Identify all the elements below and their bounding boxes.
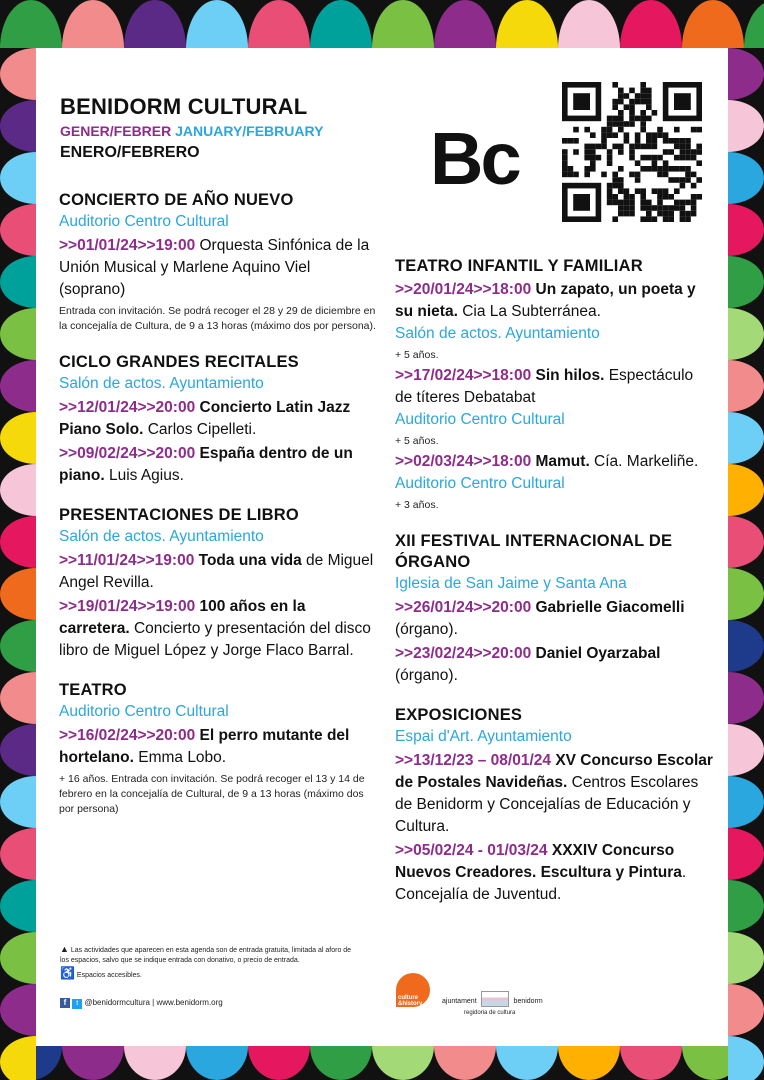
event-section	[395, 705, 713, 906]
event-item	[59, 596, 379, 662]
event-item	[59, 235, 379, 301]
event-description: Espectáculo de títeres Debatabat	[395, 367, 694, 406]
event-date: >>13/12/23 – 08/01/24	[395, 752, 552, 769]
left-column	[59, 190, 379, 835]
event-description: (órgano).	[395, 667, 458, 684]
qr-code-icon[interactable]	[562, 82, 702, 222]
section-title: TEATRO	[59, 681, 127, 699]
event-item	[395, 279, 713, 323]
wheelchair-icon: ♿	[60, 966, 75, 980]
event-title: España dentro de un piano.	[59, 445, 353, 484]
event-item	[395, 365, 713, 409]
event-title: 100 años en la carretera.	[59, 598, 306, 637]
months-english: JANUARY/FEBRUARY	[175, 123, 324, 139]
event-section	[395, 531, 713, 687]
page-title: BENIDORM CULTURAL	[60, 94, 308, 119]
event-title: Un zapato, un poeta y su nieta.	[395, 281, 696, 320]
venue: Auditorio Centro Cultural	[59, 703, 229, 720]
event-section	[59, 680, 379, 817]
event-description: Luis Agius.	[104, 467, 184, 484]
venue: Auditorio Centro Cultural	[59, 213, 229, 230]
footer-accessible: ♿ Espacios accesibles.	[60, 966, 142, 980]
event-date: >>01/01/24>>19:00	[59, 237, 196, 254]
venue: Salón de actos. Ayuntamiento	[59, 528, 264, 545]
event-description: Cía. Markeliñe.	[589, 453, 699, 470]
ajuntament-logo: ajuntament benidorm regidoria de cultura	[442, 990, 552, 1018]
event-title: Mamut.	[531, 453, 590, 470]
venue: Auditorio Centro Cultural	[395, 411, 565, 428]
venue: Salón de actos. Ayuntamiento	[59, 375, 264, 392]
event-item	[395, 597, 713, 641]
city-skyline-icon	[481, 991, 509, 1007]
event-item	[395, 451, 713, 495]
event-item	[59, 443, 379, 487]
venue: Espai d'Art. Ayuntamiento	[395, 728, 572, 745]
event-description: Orquesta Sinfónica de la Unión Musical y Marlene Aquino Viel (soprano)	[59, 237, 370, 298]
event-section	[59, 352, 379, 487]
facebook-icon[interactable]: f	[60, 998, 70, 1008]
event-section	[59, 505, 379, 662]
event-title: XXXIV Concurso Nuevos Creadores. Escultura y Pintura	[395, 842, 682, 881]
event-date: >>16/02/24>>20:00	[59, 727, 196, 744]
event-title: XV Concurso Escolar de Postales Navideñas.	[395, 752, 713, 791]
twitter-icon[interactable]: t	[72, 999, 82, 1009]
months-line	[60, 122, 323, 141]
bc-logo: Bc	[430, 117, 519, 200]
section-title: PRESENTACIONES DE LIBRO	[59, 506, 299, 524]
event-note: + 16 años. Entrada con invitación. Se podrá recoger el 13 y 14 de febrero en la concejalía de Cultural, de 9 a 13 horas (máximo dos por persona)	[59, 773, 365, 815]
section-title: TEATRO INFANTIL Y FAMILIAR	[395, 257, 643, 275]
culture-history-logo: culture &history	[396, 973, 432, 1013]
event-note: + 5 años.	[395, 435, 439, 447]
event-date: >>05/02/24 - 01/03/24	[395, 842, 548, 859]
event-date: >>20/01/24>>18:00	[395, 281, 532, 298]
event-title: Concierto Latin Jazz Piano Solo.	[59, 399, 351, 438]
event-item	[395, 643, 713, 687]
warning-icon: ▲	[60, 944, 69, 954]
event-description: . Concejalía de Juventud.	[395, 864, 687, 903]
event-description: de Miguel Angel Revilla.	[59, 552, 374, 591]
event-item	[395, 840, 713, 906]
social-link[interactable]: @benidormcultura | www.benidorm.org	[84, 998, 223, 1007]
event-date: >>26/01/24>>20:00	[395, 599, 532, 616]
event-item	[59, 397, 379, 441]
event-date: >>23/02/24>>20:00	[395, 645, 532, 662]
event-section	[59, 190, 379, 334]
section-title: XII FESTIVAL INTERNACIONAL DE ÓRGANO	[395, 532, 673, 571]
event-title: Sin hilos.	[531, 367, 605, 384]
event-title: Daniel Oyarzabal	[531, 645, 661, 662]
agenda-card	[36, 48, 728, 1046]
venue: Auditorio Centro Cultural	[395, 475, 565, 492]
event-description: Concierto y presentación del disco libro de Miguel López y Jorge Flaco Barral.	[59, 620, 371, 659]
event-description: (órgano).	[395, 621, 458, 638]
footer-disclaimer: ▲ Las actividades que aparecen en esta agenda son de entrada gratuita, limitada al aforo de los espacios, salvo que se indique entrada con donativo, o precio de entrada.	[60, 944, 352, 964]
event-description: Centros Escolares de Benidorm y Concejalías de Educación y Cultura.	[395, 774, 699, 835]
event-title: Toda una vida	[194, 552, 302, 569]
venue: Salón de actos. Ayuntamiento	[395, 325, 600, 342]
section-title: CONCIERTO DE AÑO NUEVO	[59, 191, 294, 209]
event-date: >>11/01/24>>19:00	[59, 552, 195, 569]
event-date: >>17/02/24>>18:00	[395, 367, 532, 384]
event-description: Emma Lobo.	[133, 749, 227, 766]
event-description: Carlos Cipelleti.	[143, 421, 257, 438]
section-title: CICLO GRANDES RECITALES	[59, 353, 299, 371]
venue: Iglesia de San Jaime y Santa Ana	[395, 575, 627, 592]
section-title: EXPOSICIONES	[395, 706, 523, 724]
event-section	[395, 256, 713, 513]
event-date: >>19/01/24>>19:00	[59, 598, 196, 615]
event-note: + 3 años.	[395, 499, 439, 511]
right-column	[395, 256, 713, 924]
months-valencian: GENER/FEBRER	[60, 123, 172, 139]
event-title: El perro mutante del hortelano.	[59, 727, 350, 766]
event-date: >>12/01/24>>20:00	[59, 399, 196, 416]
event-item	[395, 750, 713, 838]
event-title: Gabrielle Giacomelli	[531, 599, 685, 616]
event-note: Entrada con invitación. Se podrá recoger el 28 y 29 de diciembre en la concejalía de Cultura, de 9 a 13 horas (máximo dos por persona).	[59, 305, 376, 332]
event-date: >>09/02/24>>20:00	[59, 445, 196, 462]
event-date: >>02/03/24>>18:00	[395, 453, 532, 470]
months-spanish: ENERO/FEBRERO	[60, 144, 200, 161]
event-description: Cia La Subterránea.	[457, 303, 601, 320]
footer-social	[60, 998, 223, 1009]
event-item	[59, 725, 379, 769]
event-item	[59, 550, 379, 594]
event-note: + 5 años.	[395, 349, 439, 361]
